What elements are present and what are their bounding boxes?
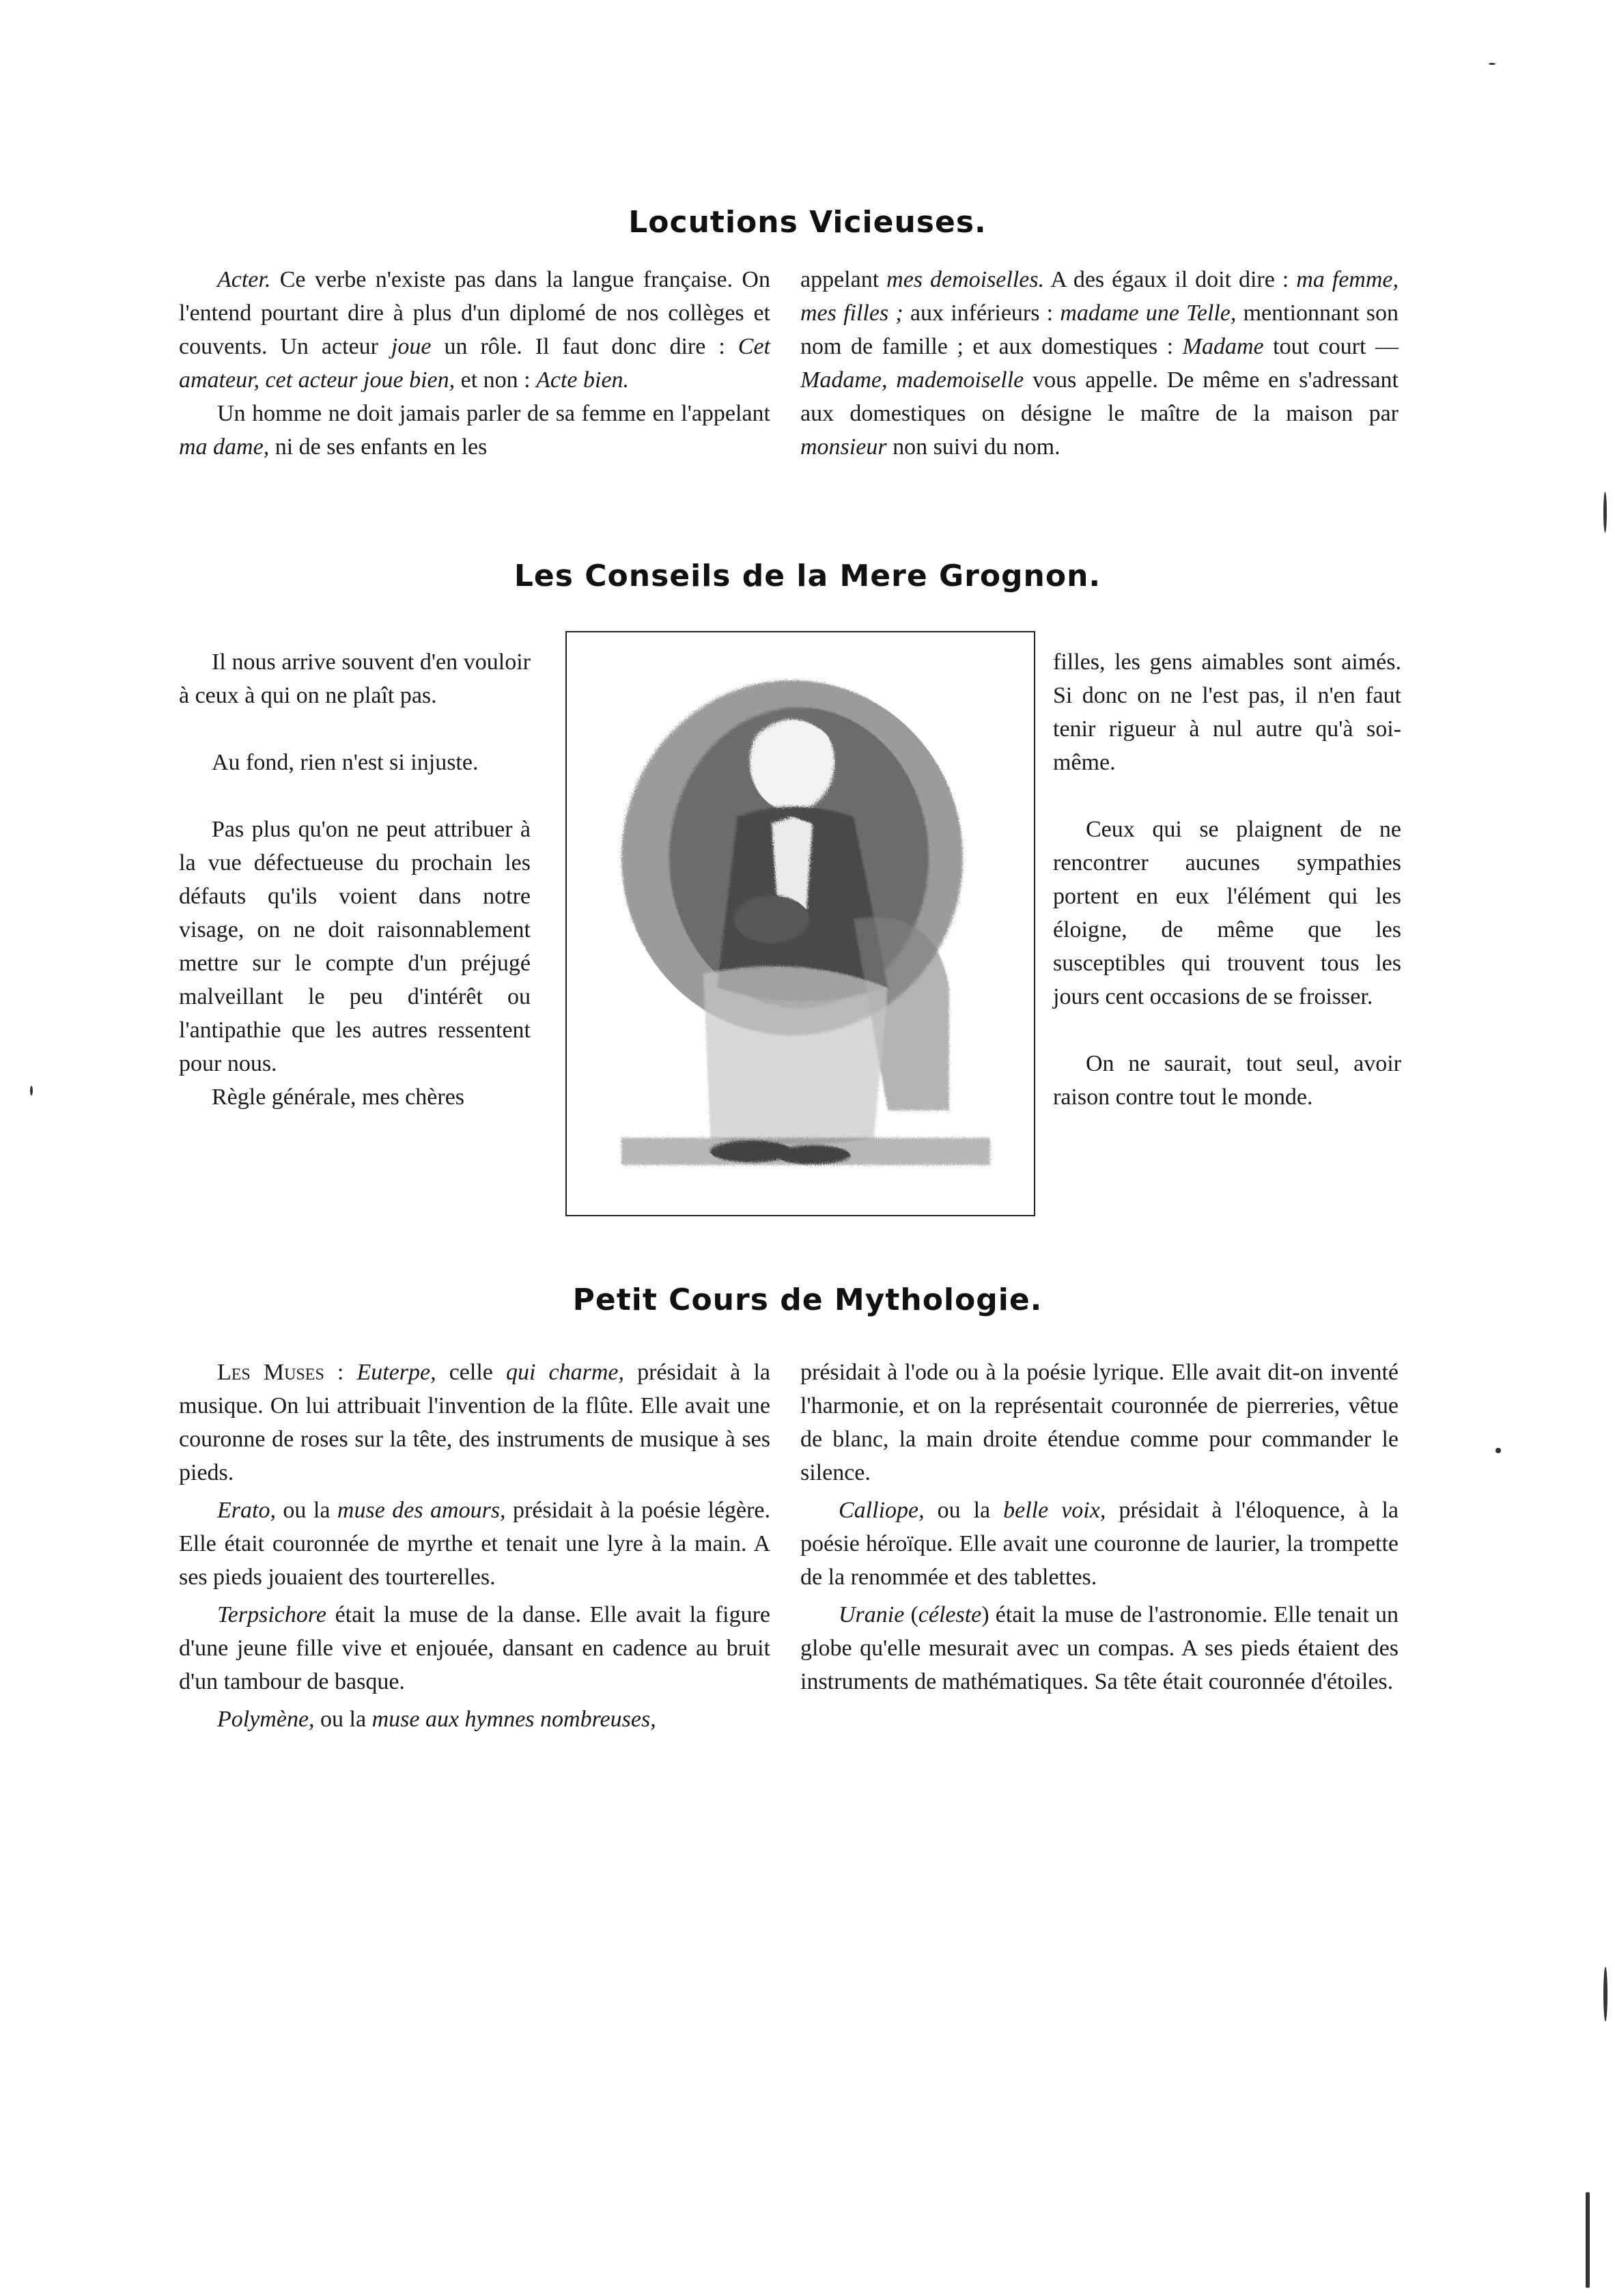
paragraph-presidait-ode: présidait à l'ode ou à la poésie lyrique. Elle avait dit-on inventé l'harmonie, et on la représentait couronnée de pierreries, vêtue de blanc, la main droite étendue comme pour commander le silence. bbox=[800, 1360, 1399, 1485]
paragraph-filles: filles, les gens aimables sont aimés. Si donc on ne l'est pas, il n'en faut tenir rigueur à nul autre qu'à soi-même. bbox=[1053, 649, 1401, 775]
scan-edge-mark bbox=[1586, 2192, 1590, 2288]
paragraph-arrive: Il nous arrive souvent d'en vouloir à ceux à qui on ne plaît pas. bbox=[179, 649, 531, 708]
paragraph-on-ne-saurait: On ne saurait, tout seul, avoir raison contre tout le monde. bbox=[1053, 1051, 1401, 1110]
conseils-left-column bbox=[179, 645, 531, 1114]
paragraph-ceux-qui: Ceux qui se plaignent de ne rencontrer aucunes sympathies portent en eux l'élément qui les éloigne, de même que les susceptibles qui trouvent tous les jours cent occasions de se froisser. bbox=[1053, 817, 1401, 1009]
locutions-right-column bbox=[800, 263, 1399, 464]
paragraph-regle: Règle générale, mes chères bbox=[212, 1084, 465, 1110]
scan-speck bbox=[1495, 1448, 1501, 1453]
paragraph-calliope: Calliope, ou la belle voix, présidait à l'éloquence, à la poésie héroïque. Elle avait une couronne de laurier, la trompette de la renommée et des tablettes. bbox=[800, 1498, 1399, 1590]
paragraph-homme: Un homme ne doit jamais parler de sa femme en l'appelant ma dame, ni de ses enfants en les bbox=[179, 401, 770, 460]
paragraph-uranie: Uranie (céleste) était la muse de l'astronomie. Elle tenait un globe qu'elle mesurait avec un compas. A ses pieds étaient des instruments de mathématiques. Sa tête était couronnée d'étoiles. bbox=[800, 1602, 1399, 1694]
scan-edge-mark bbox=[1603, 492, 1607, 533]
paragraph-acter: Acter. Ce verbe n'existe pas dans la langue française. On l'entend pourtant dire à plus d'un diplomé de nos collèges et couvents. Un acteur joue un rôle. Il faut donc dire : Cet amateur, cet acteur joue bien, et non : Acte bien. bbox=[179, 267, 770, 393]
heading-locutions-vicieuses: Locutions Vicieuses. bbox=[628, 205, 987, 240]
paragraph-terpsichore: Terpsichore était la muse de la danse. Elle avait la figure d'une jeune fille vive et enjouée, dansant en cadence au bruit d'un tambour de basque. bbox=[179, 1602, 770, 1694]
mythologie-right-column bbox=[800, 1356, 1399, 1698]
locutions-left-column bbox=[179, 263, 770, 464]
paragraph-erato: Erato, ou la muse des amours, présidait à la poésie légère. Elle était couronnée de myrthe et tenait une lyre à la main. A ses pieds jouaient des tourterelles. bbox=[179, 1498, 771, 1590]
paragraph-pas-plus: Pas plus qu'on ne peut attribuer à la vue défectueuse du prochain les défauts qu'ils voient dans notre visage, on ne doit raisonnablement mettre sur le compte d'un préjugé malveillant le peu d'intérêt ou l'antipathie que les autres ressentent pour nous. bbox=[179, 817, 531, 1076]
heading-petit-cours-mythologie: Petit Cours de Mythologie. bbox=[572, 1283, 1043, 1317]
conseils-right-column bbox=[1053, 645, 1401, 1114]
seated-woman-figure bbox=[567, 632, 1034, 1215]
scan-edge-mark bbox=[1603, 1967, 1607, 2021]
paragraph-polymene: Polymène, ou la muse aux hymnes nombreuses, bbox=[217, 1707, 656, 1732]
scan-speck bbox=[1489, 63, 1495, 65]
heading-conseils-mere-grognon: Les Conseils de la Mere Grognon. bbox=[514, 559, 1101, 593]
mythologie-left-column bbox=[179, 1356, 770, 1736]
paragraph-appelant: appelant mes demoiselles. A des égaux il doit dire : ma femme, mes filles ; aux inférieurs : madame une Telle, mentionnant son nom de famille ; et aux domestiques : Madame tout court — Madame, mademoiselle vous appelle. De même en s'adressant aux domestiques on désigne le maître de la maison par monsieur non suivi du nom. bbox=[800, 267, 1399, 460]
scan-speck bbox=[30, 1086, 33, 1095]
paragraph-euterpe: Les Muses : Euterpe, celle qui charme, présidait à la musique. On lui attribuait l'invention de la flûte. Elle avait une couronne de roses sur la tête, des instruments de musique à ses pieds. bbox=[179, 1360, 770, 1485]
illustration-mere-grognon bbox=[565, 631, 1035, 1216]
paragraph-injuste: Au fond, rien n'est si injuste. bbox=[212, 750, 479, 775]
